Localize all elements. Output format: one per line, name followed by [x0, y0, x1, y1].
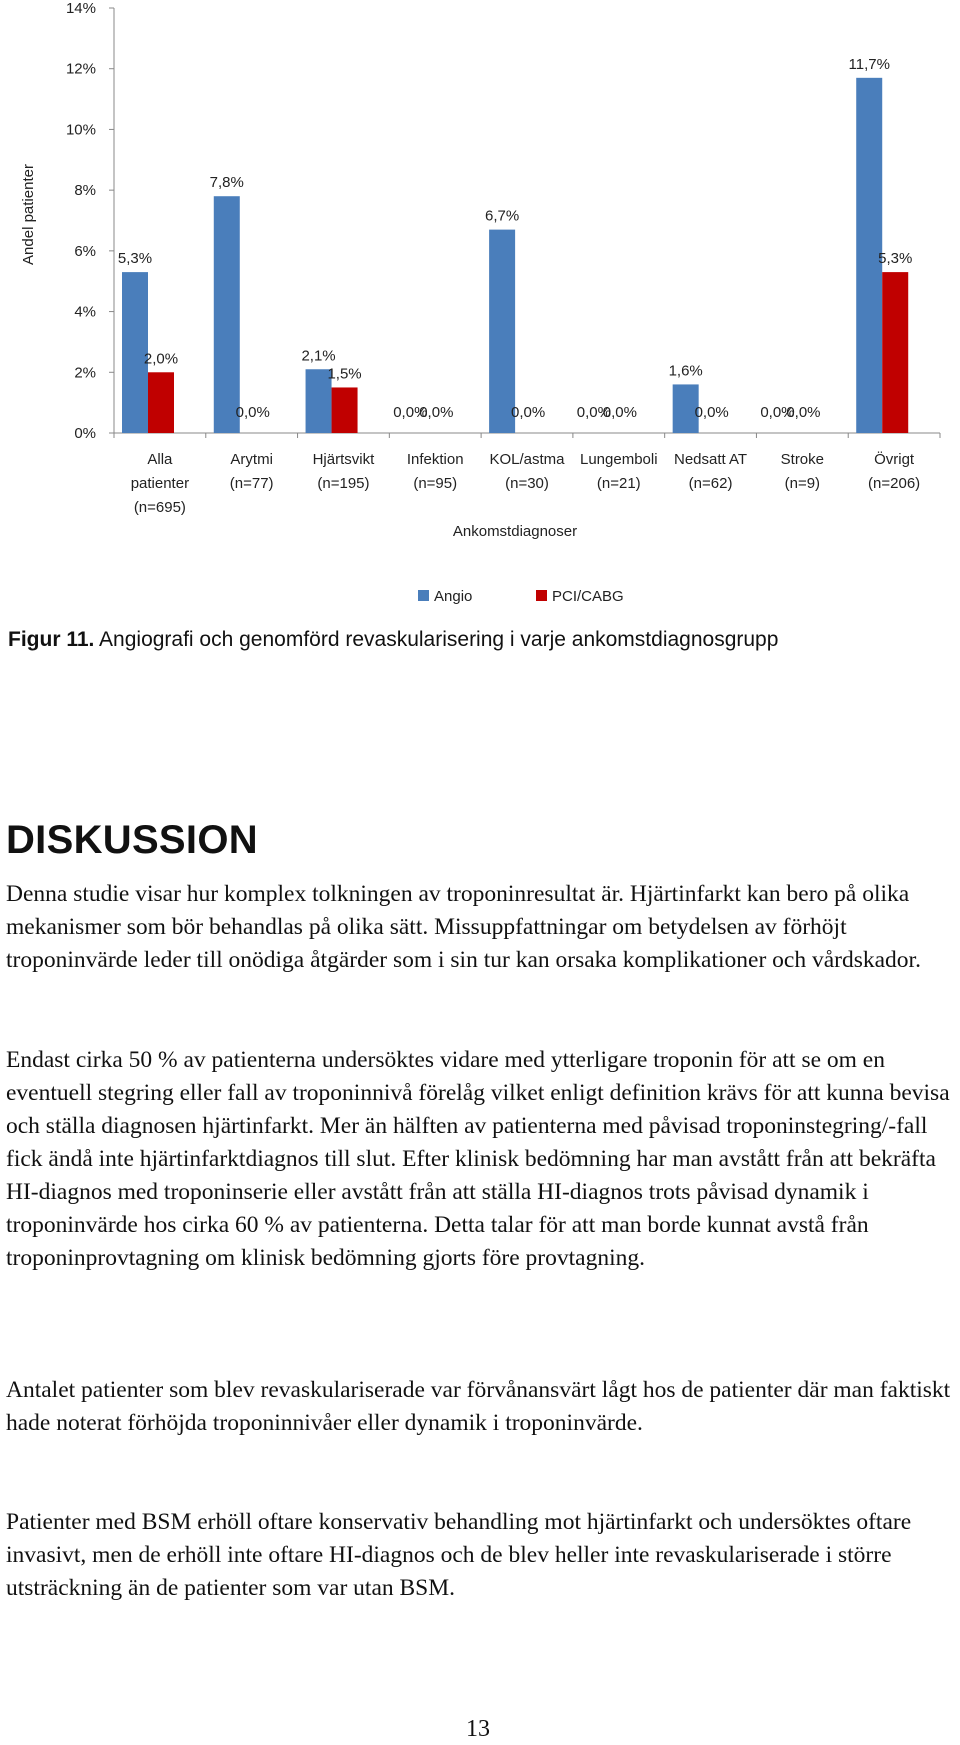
paragraph-4: Patienter med BSM erhöll oftare konservativ behandling mot hjärtinfarkt och undersöktes oftare invasivt, men de erhöll inte oftare HI-diagnos och de blev heller inte revaskulariserade i större utsträckning än de patienter som var utan BSM. [6, 1509, 912, 1601]
data-label: 0,0% [760, 404, 795, 421]
x-tick-label: (n=95) [413, 475, 458, 492]
data-label: 0,0% [511, 404, 546, 421]
x-tick-label: Alla [147, 451, 173, 468]
figure-caption [8, 628, 948, 652]
data-label: 1,5% [327, 365, 362, 383]
bar-angio [214, 196, 240, 433]
data-label: 5,3% [117, 250, 153, 268]
data-label: 1,6% [668, 362, 703, 380]
data-label: 7,8% [209, 174, 244, 192]
y-tick-label: 2% [74, 364, 96, 382]
x-tick-label: patienter [130, 475, 190, 492]
data-label: 6,7% [485, 207, 520, 225]
x-tick-label: KOL/astma [489, 451, 565, 468]
legend-swatch [536, 590, 547, 601]
page-number: 13 [466, 1716, 490, 1742]
bar-pci-cabg [332, 387, 358, 433]
y-axis-label: Andel patienter [20, 164, 37, 265]
bar-chart [0, 0, 960, 620]
y-tick-label: 0% [74, 425, 96, 442]
x-tick-label: Infektion [406, 451, 464, 468]
x-tick-label: Nedsatt AT [674, 451, 748, 468]
x-tick-label: (n=30) [505, 475, 549, 492]
x-tick-label: (n=695) [133, 499, 186, 516]
data-label: 2,0% [143, 350, 179, 368]
legend-label: PCI/CABG [552, 588, 624, 605]
figure-label: Figur 11. [8, 628, 95, 651]
x-tick-label: (n=62) [688, 475, 733, 492]
x-tick-label: Arytmi [230, 451, 273, 468]
data-label: 0,0% [419, 404, 454, 421]
data-label: 0,0% [694, 404, 729, 421]
bar-angio [489, 230, 515, 433]
data-label: 0,0% [235, 404, 270, 421]
bar-pci-cabg [148, 372, 174, 433]
figure-caption-text: Angiografi och genomförd revaskularisering i varje ankomstdiagnosgrupp [94, 628, 779, 651]
data-label: 0,0% [786, 404, 821, 421]
x-tick-label: (n=21) [596, 475, 641, 492]
legend-label: Angio [434, 588, 473, 605]
y-tick-label: 12% [65, 60, 96, 78]
data-label: 0,0% [602, 404, 637, 421]
x-tick-label: Stroke [780, 451, 825, 468]
x-tick-label: (n=195) [317, 475, 370, 492]
x-tick-label: Övrigt [874, 451, 915, 468]
x-tick-label: (n=206) [868, 475, 921, 492]
y-tick-label: 8% [74, 182, 96, 200]
paragraph-3: Antalet patienter som blev revaskulariserade var förvånansvärt lågt hos de patienter där man faktiskt hade noterat förhöjda troponinnivåer eller dynamik i troponinvärde. [6, 1377, 951, 1436]
data-label: 2,1% [301, 347, 336, 365]
legend-swatch [418, 590, 429, 601]
y-tick-label: 10% [65, 121, 96, 139]
x-axis-label: Ankomstdiagnoser [452, 523, 578, 540]
data-label: 0,0% [393, 404, 428, 421]
bar-pci-cabg [882, 272, 908, 433]
paragraph-2: Endast cirka 50 % av patienterna undersöktes vidare med ytterligare troponin för att se om en eventuell stegring eller fall av troponinnivå förelåg vilket enligt definition krävs för att kunna bevisa och ställa diagnosen hjärtinfarkt. Mer än hälften av patienterna med påvisad troponinstegring/-fall fick ändå inte hjärtinfarktdiagnos till slut. Efter klinisk bedömning har man avstått från att bekräfta HI-diagnos med troponinserie eller avstått från att ställa HI-diagnos trots påvisad dynamik i troponinvärde hos cirka 60 % av patienterna. Detta talar för att man borde kunnat avstå från troponinprovtagning om klinisk bedömning gjorts före provtagning. [6, 1047, 950, 1271]
y-tick-label: 4% [74, 303, 96, 321]
x-tick-label: Lungemboli [579, 451, 658, 468]
x-tick-label: (n=9) [784, 475, 821, 492]
section-heading: DISKUSSION [6, 818, 258, 862]
data-label: 5,3% [878, 250, 913, 268]
x-tick-label: (n=77) [229, 475, 274, 492]
paragraph-1: Denna studie visar hur komplex tolkningen av troponinresultat är. Hjärtinfarkt kan bero på olika mekanismer som bör behandlas på olika sätt. Missuppfattningar om betydelsen av förhöjt troponinvärde leder till onödiga åtgärder som i sin tur kan orsaka komplikationer och vårdskador. [6, 881, 921, 973]
x-tick-label: Hjärtsvikt [312, 451, 375, 468]
y-tick-label: 14% [65, 0, 96, 17]
data-label: 11,7% [848, 55, 890, 73]
data-label: 0,0% [576, 404, 611, 421]
y-tick-label: 6% [74, 242, 96, 260]
